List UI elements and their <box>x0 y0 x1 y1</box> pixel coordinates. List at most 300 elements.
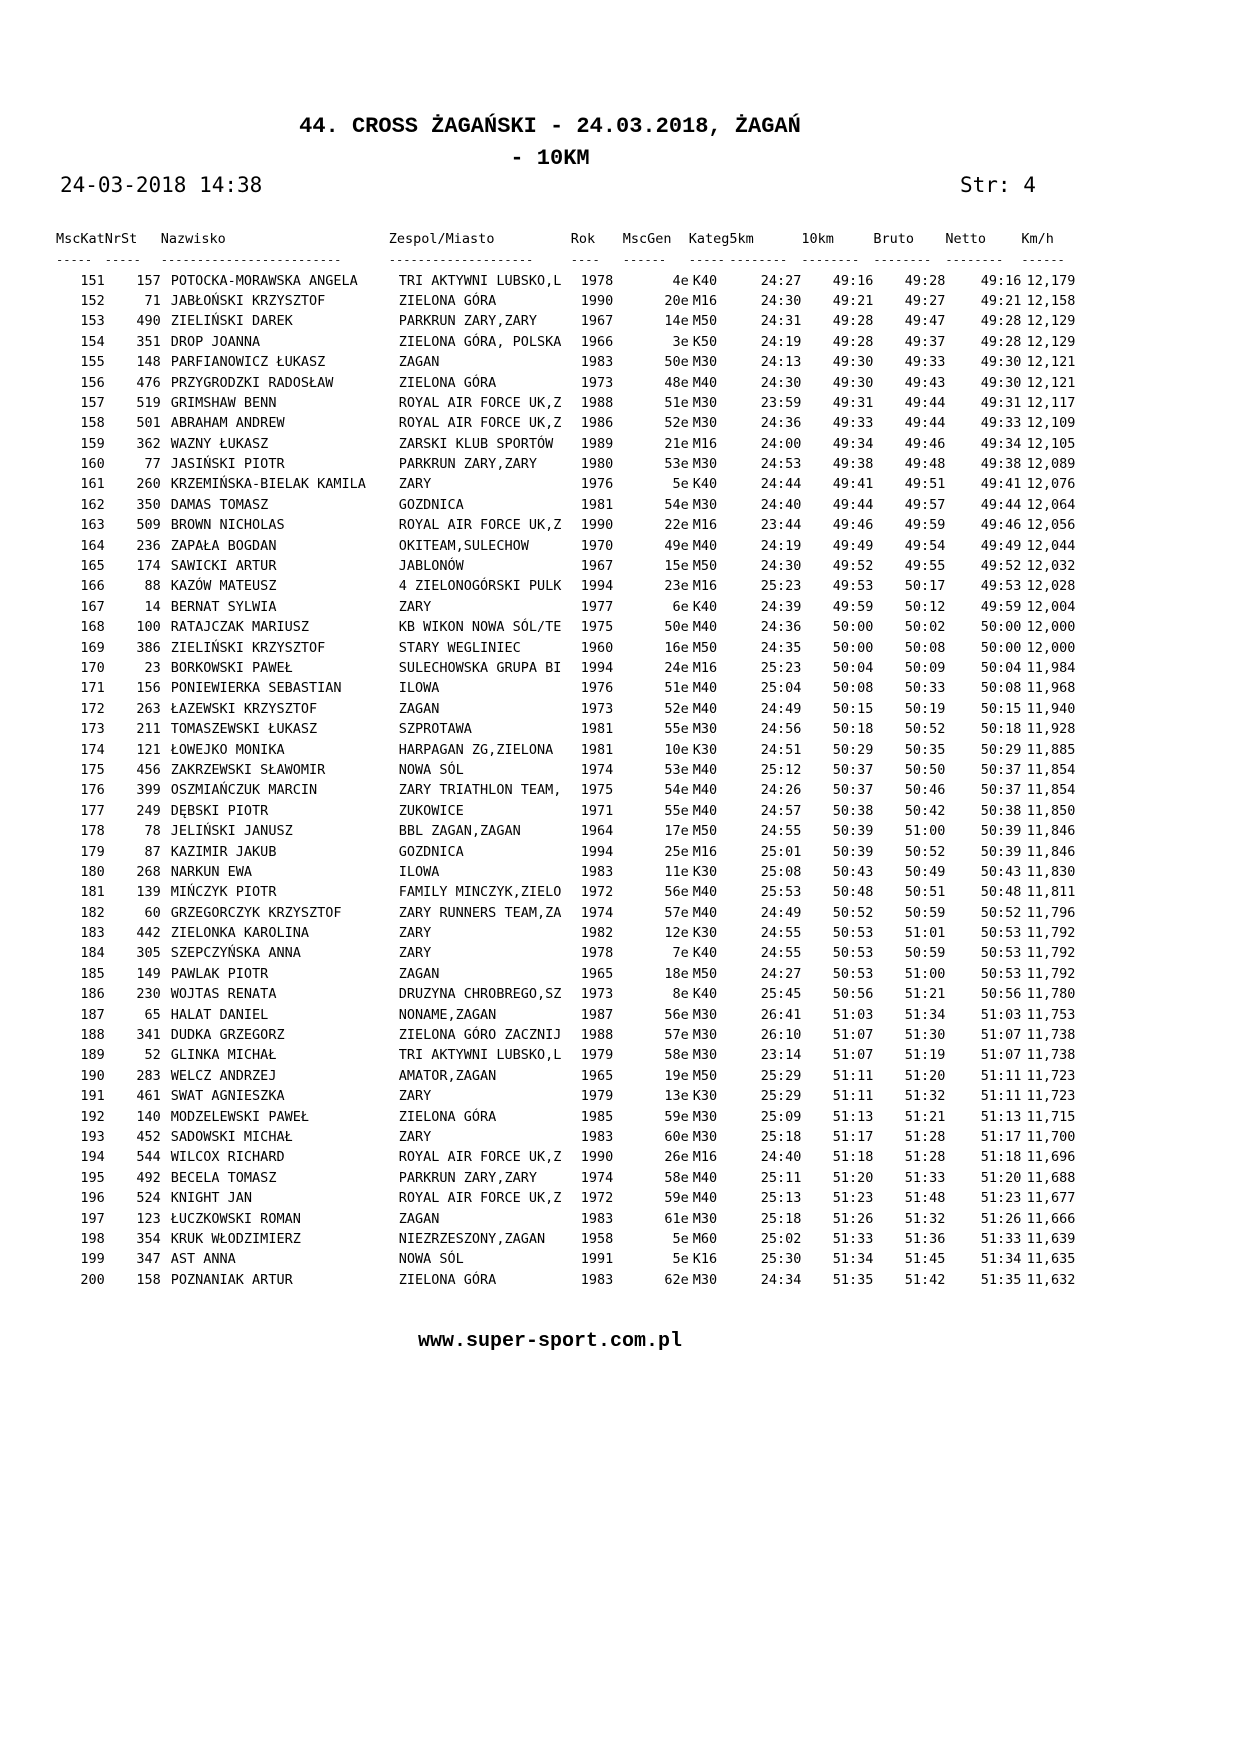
col-header-bib: NrSt <box>104 231 138 247</box>
cell-brutto: 51:45 <box>904 1251 946 1268</box>
cell-position: 193 <box>80 1128 105 1145</box>
table-row <box>56 1249 1075 1269</box>
cell-gen-place: 53e <box>664 761 689 778</box>
cell-5km: 24:40 <box>760 496 802 513</box>
cell-bib: 341 <box>136 1027 161 1044</box>
cell-position: 199 <box>80 1251 105 1268</box>
cell-year: 1966 <box>580 333 614 350</box>
cell-position: 179 <box>80 843 105 860</box>
cell-year: 1974 <box>580 904 614 921</box>
cell-position: 165 <box>80 558 105 575</box>
table-row <box>56 841 1075 861</box>
cell-name: POZNANIAK ARTUR <box>170 1271 293 1288</box>
cell-5km: 25:23 <box>760 660 802 676</box>
cell-year: 1974 <box>580 761 614 778</box>
cell-brutto: 51:00 <box>904 965 946 982</box>
cell-year: 1988 <box>580 394 614 411</box>
cell-gen-place: 14e <box>664 313 689 330</box>
cell-5km: 24:36 <box>760 415 802 432</box>
cell-name: MODZELEWSKI PAWEŁ <box>170 1108 309 1125</box>
cell-netto: 51:11 <box>980 1067 1022 1084</box>
cell-gen-place: 55e <box>664 802 689 819</box>
cell-5km: 24:55 <box>760 945 802 962</box>
cell-kmh: 11,792 <box>1026 925 1076 942</box>
cell-gen-place: 59e <box>664 1108 689 1125</box>
cell-category: M30 <box>692 456 718 473</box>
cell-position: 196 <box>80 1190 105 1207</box>
cell-name: ZIELIŃSKI KRZYSZTOF <box>170 639 326 656</box>
cell-bib: 60 <box>144 904 161 921</box>
cell-position: 159 <box>80 435 105 452</box>
cell-5km: 25:23 <box>760 578 802 595</box>
cell-year: 1981 <box>580 741 614 758</box>
cell-club: TRI AKTYWNI LUBSKO,L <box>398 1047 562 1064</box>
cell-year: 1975 <box>580 782 614 799</box>
cell-position: 175 <box>80 761 105 778</box>
cell-brutto: 51:01 <box>904 925 946 942</box>
cell-10km: 51:33 <box>832 1230 874 1247</box>
cell-year: 1977 <box>580 598 614 615</box>
cell-5km: 25:01 <box>760 843 802 860</box>
cell-10km: 51:17 <box>832 1128 874 1145</box>
col-header-netto: Netto <box>945 231 987 247</box>
cell-netto: 49:59 <box>980 598 1022 615</box>
cell-5km: 24:27 <box>760 272 802 289</box>
cell-netto: 49:30 <box>980 354 1022 371</box>
separator: ------------------------- <box>160 253 342 268</box>
table-row <box>56 1106 1075 1126</box>
cell-10km: 49:53 <box>832 578 874 595</box>
cell-name: JASIŃSKI PIOTR <box>170 456 285 473</box>
cell-netto: 49:31 <box>980 394 1022 411</box>
cell-gen-place: 25e <box>664 843 689 860</box>
table-row <box>56 637 1075 657</box>
cell-club: ZARY <box>398 476 432 493</box>
cell-10km: 49:28 <box>832 313 874 330</box>
cell-club: ZARSKI KLUB SPORTÓW <box>398 435 554 452</box>
cell-kmh: 12,129 <box>1026 313 1076 330</box>
cell-5km: 24:27 <box>760 965 802 982</box>
table-row <box>56 372 1075 392</box>
cell-5km: 24:00 <box>760 435 802 452</box>
col-header-club: Zespol/Miasto <box>388 231 495 247</box>
cell-brutto: 51:20 <box>904 1067 946 1084</box>
separator: -------- <box>801 253 860 268</box>
cell-name: ZAKRZEWSKI SŁAWOMIR <box>170 761 326 778</box>
cell-club: ILOWA <box>398 680 440 697</box>
cell-position: 181 <box>80 884 105 901</box>
cell-name: ŁAZEWSKI KRZYSZTOF <box>170 700 318 717</box>
cell-position: 171 <box>80 680 105 697</box>
cell-position: 169 <box>80 639 105 656</box>
cell-year: 1981 <box>580 721 614 738</box>
cell-5km: 25:08 <box>760 863 802 880</box>
cell-5km: 24:39 <box>760 598 802 615</box>
cell-category: M30 <box>692 1271 718 1288</box>
cell-category: M40 <box>692 700 718 717</box>
cell-netto: 49:53 <box>980 578 1022 595</box>
cell-netto: 49:33 <box>980 415 1022 432</box>
cell-brutto: 49:37 <box>904 333 946 350</box>
cell-name: ABRAHAM ANDREW <box>170 415 285 432</box>
cell-brutto: 49:48 <box>904 456 946 473</box>
table-row <box>56 821 1075 841</box>
cell-10km: 50:48 <box>832 884 874 901</box>
cell-brutto: 50:35 <box>904 741 946 758</box>
cell-year: 1973 <box>580 986 614 1003</box>
cell-category: M16 <box>692 660 718 676</box>
cell-kmh: 11,666 <box>1026 1210 1076 1227</box>
cell-kmh: 11,780 <box>1026 986 1076 1003</box>
col-header-brutto: Bruto <box>873 231 915 247</box>
cell-5km: 25:18 <box>760 1128 802 1145</box>
cell-name: BORKOWSKI PAWEŁ <box>170 660 293 676</box>
cell-gen-place: 22e <box>664 517 689 534</box>
table-row <box>56 556 1075 576</box>
cell-gen-place: 48e <box>664 374 689 391</box>
cell-gen-place: 26e <box>664 1149 689 1166</box>
document-subtitle: - 10KM <box>510 146 590 171</box>
cell-5km: 24:35 <box>760 639 802 656</box>
table-row <box>56 1004 1075 1024</box>
cell-name: HALAT DANIEL <box>170 1006 269 1023</box>
cell-netto: 49:16 <box>980 272 1022 289</box>
cell-kmh: 12,089 <box>1026 456 1076 473</box>
cell-brutto: 50:33 <box>904 680 946 697</box>
cell-club: ZIELONA GÓRA <box>398 1271 497 1288</box>
cell-brutto: 50:50 <box>904 761 946 778</box>
cell-name: DROP JOANNA <box>170 333 261 350</box>
cell-gen-place: 12e <box>664 925 689 942</box>
cell-netto: 51:17 <box>980 1128 1022 1145</box>
cell-gen-place: 52e <box>664 700 689 717</box>
cell-category: M16 <box>692 1149 718 1166</box>
cell-bib: 236 <box>136 537 161 554</box>
cell-year: 1965 <box>580 965 614 982</box>
cell-netto: 51:20 <box>980 1169 1022 1186</box>
cell-name: SADOWSKI MICHAŁ <box>170 1128 293 1145</box>
cell-category: M50 <box>692 558 718 575</box>
cell-5km: 24:36 <box>760 619 802 636</box>
cell-kmh: 12,109 <box>1026 415 1076 432</box>
cell-position: 155 <box>80 354 105 371</box>
cell-brutto: 51:36 <box>904 1230 946 1247</box>
cell-5km: 24:53 <box>760 456 802 473</box>
cell-club: ZIELONA GÓRA, POLSKA <box>398 333 562 350</box>
table-row <box>56 678 1075 698</box>
cell-10km: 51:11 <box>832 1088 874 1105</box>
cell-year: 1979 <box>580 1088 614 1105</box>
table-row <box>56 617 1075 637</box>
cell-5km: 25:04 <box>760 680 802 697</box>
cell-bib: 156 <box>136 680 161 697</box>
cell-gen-place: 50e <box>664 354 689 371</box>
cell-bib: 149 <box>136 965 161 982</box>
cell-bib: 157 <box>136 272 161 289</box>
cell-year: 1994 <box>580 660 614 676</box>
table-row <box>56 393 1075 413</box>
table-row <box>56 943 1075 963</box>
cell-5km: 24:31 <box>760 313 802 330</box>
cell-name: ŁOWEJKO MONIKA <box>170 741 285 758</box>
cell-10km: 50:53 <box>832 945 874 962</box>
cell-netto: 51:35 <box>980 1271 1022 1288</box>
cell-club: SULECHOWSKA GRUPA BI <box>398 660 562 676</box>
table-row <box>56 1066 1075 1086</box>
separator: -------- <box>873 253 932 268</box>
cell-brutto: 49:33 <box>904 354 946 371</box>
cell-bib: 87 <box>144 843 161 860</box>
cell-club: ZAGAN <box>398 354 440 371</box>
cell-category: K40 <box>692 945 718 962</box>
cell-name: TOMASZEWSKI ŁUKASZ <box>170 721 318 738</box>
separator: ----- <box>688 253 725 268</box>
cell-brutto: 50:09 <box>904 660 946 676</box>
cell-position: 173 <box>80 721 105 738</box>
table-row <box>56 801 1075 821</box>
cell-gen-place: 54e <box>664 782 689 799</box>
cell-club: ZARY <box>398 598 432 615</box>
cell-gen-place: 54e <box>664 496 689 513</box>
cell-netto: 51:11 <box>980 1088 1022 1105</box>
cell-netto: 50:18 <box>980 721 1022 738</box>
cell-club: ZUKOWICE <box>398 802 464 819</box>
cell-year: 1972 <box>580 1190 614 1207</box>
cell-bib: 14 <box>144 598 161 615</box>
cell-position: 154 <box>80 333 105 350</box>
cell-netto: 50:08 <box>980 680 1022 697</box>
cell-brutto: 51:21 <box>904 1108 946 1125</box>
cell-brutto: 51:42 <box>904 1271 946 1288</box>
cell-club: FAMILY MINCZYK,ZIELO <box>398 884 562 901</box>
cell-kmh: 11,723 <box>1026 1088 1076 1105</box>
cell-position: 180 <box>80 863 105 880</box>
cell-category: M30 <box>692 394 718 411</box>
cell-netto: 50:53 <box>980 925 1022 942</box>
cell-club: ROYAL AIR FORCE UK,Z <box>398 517 562 534</box>
cell-category: M50 <box>692 1067 718 1084</box>
cell-position: 189 <box>80 1047 105 1064</box>
cell-club: PARKRUN ZARY,ZARY <box>398 313 537 330</box>
cell-category: M30 <box>692 354 718 371</box>
cell-year: 1994 <box>580 843 614 860</box>
cell-name: BECELA TOMASZ <box>170 1169 277 1186</box>
cell-club: ZIELONA GÓRA <box>398 292 497 309</box>
cell-gen-place: 23e <box>664 578 689 595</box>
table-row <box>56 1086 1075 1106</box>
cell-position: 176 <box>80 782 105 799</box>
cell-gen-place: 11e <box>664 863 689 880</box>
cell-5km: 24:30 <box>760 558 802 575</box>
cell-name: JABŁOŃSKI KRZYSZTOF <box>170 292 326 309</box>
cell-10km: 49:28 <box>832 333 874 350</box>
separator: -------- <box>945 253 1004 268</box>
cell-club: ZARY RUNNERS TEAM,ZA <box>398 904 562 921</box>
cell-position: 187 <box>80 1006 105 1023</box>
cell-name: WELCZ ANDRZEJ <box>170 1067 277 1084</box>
cell-gen-place: 3e <box>672 333 689 350</box>
cell-10km: 50:39 <box>832 843 874 860</box>
cell-category: K30 <box>692 863 718 880</box>
cell-club: PARKRUN ZARY,ZARY <box>398 1169 537 1186</box>
cell-brutto: 51:32 <box>904 1088 946 1105</box>
cell-year: 1983 <box>580 1271 614 1288</box>
separator: ----- <box>104 253 141 268</box>
cell-10km: 49:31 <box>832 394 874 411</box>
cell-position: 153 <box>80 313 105 330</box>
cell-club: HARPAGAN ZG,ZIELONA <box>398 741 554 758</box>
cell-5km: 24:56 <box>760 721 802 738</box>
table-row <box>56 270 1075 290</box>
cell-category: M50 <box>692 313 718 330</box>
cell-category: K40 <box>692 476 718 493</box>
cell-name: KNIGHT JAN <box>170 1190 253 1207</box>
cell-gen-place: 4e <box>672 272 689 289</box>
cell-year: 1983 <box>580 354 614 371</box>
table-row <box>56 474 1075 494</box>
cell-netto: 51:18 <box>980 1149 1022 1166</box>
cell-10km: 50:52 <box>832 904 874 921</box>
cell-category: M30 <box>692 415 718 432</box>
cell-year: 1983 <box>580 863 614 880</box>
cell-bib: 78 <box>144 823 161 840</box>
table-row <box>56 739 1075 759</box>
cell-10km: 50:04 <box>832 660 874 676</box>
cell-position: 184 <box>80 945 105 962</box>
cell-gen-place: 62e <box>664 1271 689 1288</box>
cell-gen-place: 58e <box>664 1047 689 1064</box>
cell-year: 1979 <box>580 1047 614 1064</box>
cell-10km: 50:39 <box>832 823 874 840</box>
cell-10km: 50:08 <box>832 680 874 697</box>
cell-bib: 362 <box>136 435 161 452</box>
cell-gen-place: 59e <box>664 1190 689 1207</box>
cell-bib: 544 <box>136 1149 161 1166</box>
cell-club: STARY WEGLINIEC <box>398 639 521 656</box>
cell-kmh: 12,000 <box>1026 639 1076 656</box>
cell-brutto: 51:21 <box>904 986 946 1003</box>
table-row <box>56 434 1075 454</box>
cell-5km: 24:34 <box>760 1271 802 1288</box>
cell-kmh: 11,632 <box>1026 1271 1076 1288</box>
cell-5km: 23:59 <box>760 394 802 411</box>
cell-bib: 501 <box>136 415 161 432</box>
cell-netto: 49:49 <box>980 537 1022 554</box>
cell-club: NOWA SÓL <box>398 761 464 778</box>
cell-netto: 49:38 <box>980 456 1022 473</box>
cell-10km: 50:53 <box>832 965 874 982</box>
cell-position: 200 <box>80 1271 105 1288</box>
cell-position: 166 <box>80 578 105 595</box>
table-row <box>56 413 1075 433</box>
cell-kmh: 12,121 <box>1026 374 1076 391</box>
cell-position: 190 <box>80 1067 105 1084</box>
cell-bib: 230 <box>136 986 161 1003</box>
table-row <box>56 1208 1075 1228</box>
cell-10km: 50:00 <box>832 639 874 656</box>
cell-year: 1960 <box>580 639 614 656</box>
cell-netto: 51:13 <box>980 1108 1022 1125</box>
cell-bib: 88 <box>144 578 161 595</box>
cell-position: 161 <box>80 476 105 493</box>
footer-url: www.super-sport.com.pl <box>417 1330 683 1353</box>
cell-category: M16 <box>692 517 718 534</box>
cell-kmh: 12,004 <box>1026 598 1076 615</box>
table-row <box>56 495 1075 515</box>
cell-10km: 49:34 <box>832 435 874 452</box>
cell-netto: 51:03 <box>980 1006 1022 1023</box>
cell-gen-place: 24e <box>664 660 689 676</box>
cell-brutto: 50:52 <box>904 721 946 738</box>
cell-5km: 25:09 <box>760 1108 802 1125</box>
cell-10km: 50:00 <box>832 619 874 636</box>
cell-year: 1965 <box>580 1067 614 1084</box>
cell-netto: 50:48 <box>980 884 1022 901</box>
cell-category: K40 <box>692 272 718 289</box>
cell-name: DAMAS TOMASZ <box>170 496 269 513</box>
cell-category: M40 <box>692 761 718 778</box>
cell-5km: 25:13 <box>760 1190 802 1207</box>
cell-netto: 50:56 <box>980 986 1022 1003</box>
cell-year: 1970 <box>580 537 614 554</box>
cell-bib: 123 <box>136 1210 161 1227</box>
cell-5km: 25:29 <box>760 1088 802 1105</box>
cell-category: K30 <box>692 1088 718 1105</box>
cell-kmh: 11,677 <box>1026 1190 1076 1207</box>
cell-kmh: 11,811 <box>1026 884 1076 901</box>
page-number: Str: 4 <box>960 173 1036 197</box>
cell-bib: 249 <box>136 802 161 819</box>
cell-kmh: 11,968 <box>1026 680 1076 697</box>
cell-kmh: 11,700 <box>1026 1128 1076 1145</box>
cell-netto: 50:39 <box>980 843 1022 860</box>
cell-club: NOWA SÓL <box>398 1251 464 1268</box>
cell-10km: 49:46 <box>832 517 874 534</box>
cell-position: 195 <box>80 1169 105 1186</box>
cell-gen-place: 55e <box>664 721 689 738</box>
cell-year: 1964 <box>580 823 614 840</box>
cell-brutto: 51:28 <box>904 1149 946 1166</box>
cell-gen-place: 58e <box>664 1169 689 1186</box>
cell-name: AST ANNA <box>170 1251 236 1268</box>
cell-club: KB WIKON NOWA SÓL/TE <box>398 619 562 636</box>
cell-position: 194 <box>80 1149 105 1166</box>
cell-5km: 24:55 <box>760 925 802 942</box>
cell-kmh: 11,796 <box>1026 904 1076 921</box>
table-row <box>56 291 1075 311</box>
cell-category: M40 <box>692 1190 718 1207</box>
cell-5km: 25:45 <box>760 986 802 1003</box>
cell-netto: 49:44 <box>980 496 1022 513</box>
table-row <box>56 535 1075 555</box>
cell-5km: 24:57 <box>760 802 802 819</box>
cell-kmh: 12,032 <box>1026 558 1076 575</box>
cell-bib: 77 <box>144 456 161 473</box>
cell-year: 1990 <box>580 517 614 534</box>
cell-10km: 50:18 <box>832 721 874 738</box>
cell-5km: 25:29 <box>760 1067 802 1084</box>
cell-bib: 305 <box>136 945 161 962</box>
cell-5km: 24:30 <box>760 374 802 391</box>
cell-5km: 24:40 <box>760 1149 802 1166</box>
cell-year: 1982 <box>580 925 614 942</box>
cell-year: 1967 <box>580 558 614 575</box>
cell-category: M16 <box>692 843 718 860</box>
cell-year: 1987 <box>580 1006 614 1023</box>
cell-kmh: 12,179 <box>1026 272 1076 289</box>
results-table <box>56 228 1075 1290</box>
cell-brutto: 51:33 <box>904 1169 946 1186</box>
